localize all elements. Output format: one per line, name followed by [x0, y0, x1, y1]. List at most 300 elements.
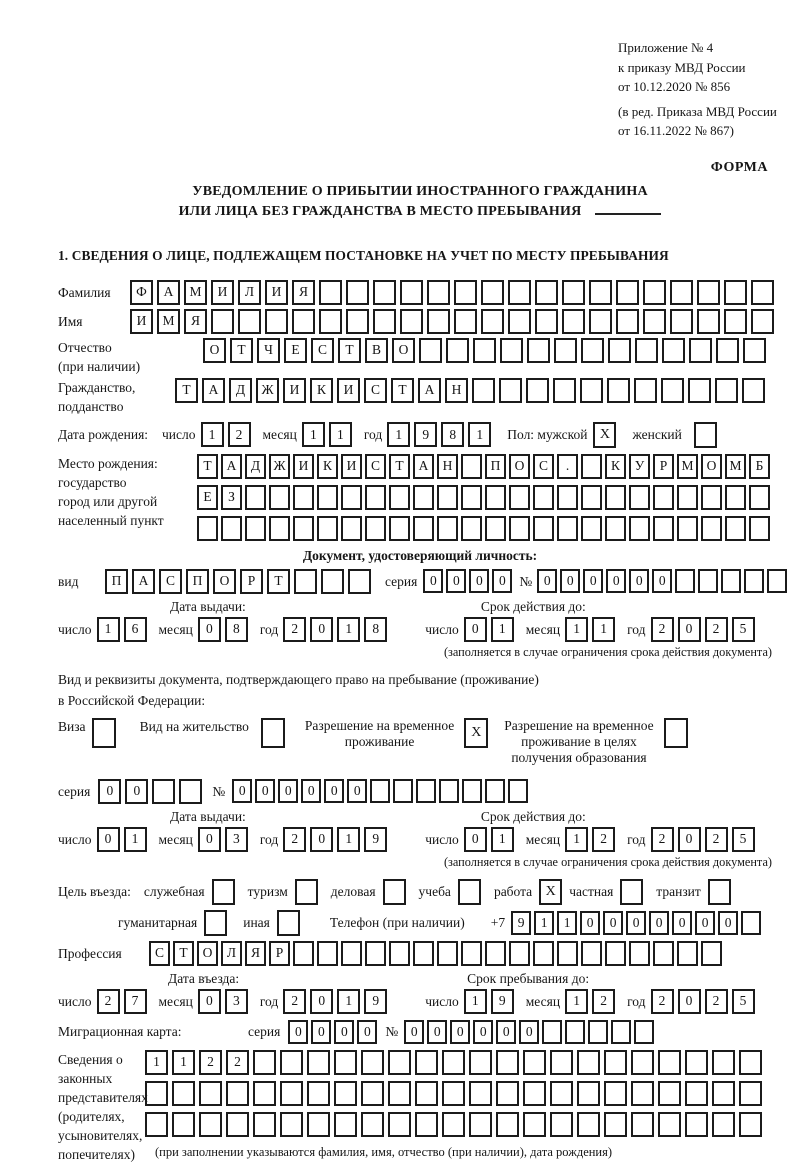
char-cell[interactable] [388, 1112, 411, 1137]
char-cell[interactable] [643, 280, 666, 305]
char-cell[interactable]: Р [269, 941, 290, 966]
char-cell[interactable]: У [629, 454, 650, 479]
char-cell[interactable]: 1 [565, 617, 588, 642]
char-cell[interactable] [269, 485, 290, 510]
char-cell[interactable]: Т [391, 378, 414, 403]
char-cell[interactable] [199, 1081, 222, 1106]
char-cell[interactable]: 0 [310, 989, 333, 1014]
char-cell[interactable] [553, 378, 576, 403]
char-cell[interactable] [496, 1081, 519, 1106]
char-cell[interactable] [677, 485, 698, 510]
char-cell[interactable]: 0 [469, 569, 489, 593]
char-cell[interactable]: 0 [649, 911, 669, 935]
char-cell[interactable] [437, 941, 458, 966]
char-cell[interactable]: А [202, 378, 225, 403]
char-cell[interactable] [554, 338, 577, 363]
char-cell[interactable]: 8 [225, 617, 248, 642]
char-cell[interactable] [365, 485, 386, 510]
char-cell[interactable]: 8 [364, 617, 387, 642]
char-cell[interactable]: И [265, 280, 288, 305]
char-cell[interactable]: А [132, 569, 155, 594]
char-cell[interactable] [533, 485, 554, 510]
char-cell[interactable] [373, 309, 396, 334]
char-cell[interactable]: 0 [288, 1020, 308, 1044]
char-cell[interactable] [749, 516, 770, 541]
char-cell[interactable] [581, 485, 602, 510]
char-cell[interactable] [562, 280, 585, 305]
char-cell[interactable] [393, 779, 413, 803]
char-cell[interactable] [653, 941, 674, 966]
char-cell[interactable] [293, 941, 314, 966]
char-cell[interactable]: 9 [364, 827, 387, 852]
char-cell[interactable] [724, 309, 747, 334]
char-cell[interactable]: П [186, 569, 209, 594]
char-cell[interactable] [533, 941, 554, 966]
char-cell[interactable] [527, 338, 550, 363]
char-cell[interactable]: 0 [560, 569, 580, 593]
char-cell[interactable]: Т [173, 941, 194, 966]
char-cell[interactable] [265, 309, 288, 334]
char-cell[interactable] [293, 516, 314, 541]
char-cell[interactable]: А [157, 280, 180, 305]
char-cell[interactable]: 5 [732, 827, 755, 852]
char-cell[interactable] [400, 280, 423, 305]
char-cell[interactable] [509, 941, 530, 966]
char-cell[interactable] [221, 516, 242, 541]
char-cell[interactable] [533, 516, 554, 541]
char-cell[interactable] [661, 378, 684, 403]
char-cell[interactable] [437, 516, 458, 541]
char-cell[interactable]: 0 [464, 827, 487, 852]
char-cell[interactable] [348, 569, 371, 594]
char-cell[interactable] [461, 485, 482, 510]
char-cell[interactable]: 0 [427, 1020, 447, 1044]
char-cell[interactable] [565, 1020, 585, 1044]
char-cell[interactable]: О [203, 338, 226, 363]
char-cell[interactable] [631, 1050, 654, 1075]
char-cell[interactable]: М [725, 454, 746, 479]
char-cell[interactable]: 2 [592, 989, 615, 1014]
char-cell[interactable] [389, 516, 410, 541]
char-cell[interactable] [751, 280, 774, 305]
purpose-study-checkbox[interactable] [458, 879, 481, 905]
char-cell[interactable] [658, 1112, 681, 1137]
char-cell[interactable] [245, 485, 266, 510]
char-cell[interactable] [341, 516, 362, 541]
char-cell[interactable] [292, 309, 315, 334]
char-cell[interactable] [509, 485, 530, 510]
char-cell[interactable] [653, 485, 674, 510]
char-cell[interactable]: 9 [414, 422, 437, 447]
char-cell[interactable] [361, 1050, 384, 1075]
char-cell[interactable] [677, 516, 698, 541]
char-cell[interactable]: 0 [626, 911, 646, 935]
char-cell[interactable] [589, 280, 612, 305]
char-cell[interactable] [739, 1081, 762, 1106]
char-cell[interactable]: Ф [130, 280, 153, 305]
char-cell[interactable]: Я [292, 280, 315, 305]
char-cell[interactable]: 7 [124, 989, 147, 1014]
char-cell[interactable] [721, 569, 741, 593]
char-cell[interactable] [581, 454, 602, 479]
char-cell[interactable]: 0 [652, 569, 672, 593]
char-cell[interactable]: 1 [464, 989, 487, 1014]
char-cell[interactable]: 0 [125, 779, 148, 804]
char-cell[interactable]: 0 [278, 779, 298, 803]
char-cell[interactable]: 0 [473, 1020, 493, 1044]
char-cell[interactable] [712, 1050, 735, 1075]
purpose-official-checkbox[interactable] [212, 879, 235, 905]
char-cell[interactable] [542, 1020, 562, 1044]
char-cell[interactable]: К [317, 454, 338, 479]
char-cell[interactable]: 1 [387, 422, 410, 447]
char-cell[interactable] [677, 941, 698, 966]
char-cell[interactable]: 2 [97, 989, 120, 1014]
char-cell[interactable] [415, 1081, 438, 1106]
purpose-private-checkbox[interactable] [620, 879, 643, 905]
char-cell[interactable] [767, 569, 787, 593]
char-cell[interactable] [631, 1112, 654, 1137]
char-cell[interactable]: 0 [603, 911, 623, 935]
char-cell[interactable] [562, 309, 585, 334]
char-cell[interactable] [658, 1050, 681, 1075]
char-cell[interactable]: П [105, 569, 128, 594]
char-cell[interactable]: 3 [225, 827, 248, 852]
char-cell[interactable] [685, 1112, 708, 1137]
char-cell[interactable] [698, 569, 718, 593]
char-cell[interactable] [581, 941, 602, 966]
char-cell[interactable]: 1 [302, 422, 325, 447]
char-cell[interactable]: 0 [672, 911, 692, 935]
char-cell[interactable] [485, 779, 505, 803]
char-cell[interactable]: 0 [537, 569, 557, 593]
char-cell[interactable] [581, 516, 602, 541]
char-cell[interactable] [508, 309, 531, 334]
char-cell[interactable] [523, 1112, 546, 1137]
char-cell[interactable]: С [533, 454, 554, 479]
char-cell[interactable] [361, 1112, 384, 1137]
char-cell[interactable] [481, 280, 504, 305]
char-cell[interactable]: Р [240, 569, 263, 594]
char-cell[interactable]: Т [338, 338, 361, 363]
char-cell[interactable] [469, 1050, 492, 1075]
char-cell[interactable] [413, 516, 434, 541]
char-cell[interactable]: 0 [492, 569, 512, 593]
char-cell[interactable] [413, 485, 434, 510]
char-cell[interactable] [152, 779, 175, 804]
char-cell[interactable]: Д [245, 454, 266, 479]
char-cell[interactable]: 2 [592, 827, 615, 852]
char-cell[interactable] [508, 280, 531, 305]
char-cell[interactable] [197, 516, 218, 541]
char-cell[interactable]: И [341, 454, 362, 479]
char-cell[interactable]: Е [197, 485, 218, 510]
char-cell[interactable]: 1 [565, 989, 588, 1014]
char-cell[interactable] [334, 1050, 357, 1075]
char-cell[interactable] [485, 516, 506, 541]
char-cell[interactable]: 1 [592, 617, 615, 642]
char-cell[interactable] [742, 378, 765, 403]
purpose-business-checkbox[interactable] [383, 879, 406, 905]
char-cell[interactable] [442, 1081, 465, 1106]
char-cell[interactable] [341, 941, 362, 966]
char-cell[interactable]: 0 [629, 569, 649, 593]
char-cell[interactable] [389, 485, 410, 510]
char-cell[interactable] [741, 911, 761, 935]
char-cell[interactable] [577, 1081, 600, 1106]
char-cell[interactable]: М [184, 280, 207, 305]
char-cell[interactable]: 0 [357, 1020, 377, 1044]
char-cell[interactable]: 0 [98, 779, 121, 804]
char-cell[interactable] [416, 779, 436, 803]
char-cell[interactable]: 0 [464, 617, 487, 642]
char-cell[interactable]: 1 [565, 827, 588, 852]
char-cell[interactable]: Т [175, 378, 198, 403]
char-cell[interactable] [145, 1112, 168, 1137]
char-cell[interactable]: П [485, 454, 506, 479]
char-cell[interactable]: К [310, 378, 333, 403]
char-cell[interactable] [307, 1050, 330, 1075]
char-cell[interactable] [172, 1081, 195, 1106]
char-cell[interactable]: 0 [718, 911, 738, 935]
char-cell[interactable] [643, 309, 666, 334]
char-cell[interactable] [442, 1050, 465, 1075]
char-cell[interactable]: М [157, 309, 180, 334]
char-cell[interactable] [550, 1081, 573, 1106]
char-cell[interactable] [634, 378, 657, 403]
char-cell[interactable]: 2 [705, 989, 728, 1014]
char-cell[interactable]: 0 [255, 779, 275, 803]
char-cell[interactable] [509, 516, 530, 541]
char-cell[interactable] [238, 309, 261, 334]
char-cell[interactable] [472, 378, 495, 403]
char-cell[interactable] [725, 516, 746, 541]
char-cell[interactable]: Н [445, 378, 468, 403]
purpose-tourism-checkbox[interactable] [295, 879, 318, 905]
char-cell[interactable]: А [221, 454, 242, 479]
char-cell[interactable] [199, 1112, 222, 1137]
purpose-other-checkbox[interactable] [277, 910, 300, 936]
char-cell[interactable] [413, 941, 434, 966]
char-cell[interactable]: А [418, 378, 441, 403]
char-cell[interactable] [616, 309, 639, 334]
char-cell[interactable]: 0 [496, 1020, 516, 1044]
char-cell[interactable]: К [605, 454, 626, 479]
char-cell[interactable]: 5 [732, 989, 755, 1014]
char-cell[interactable]: 0 [583, 569, 603, 593]
char-cell[interactable] [577, 1050, 600, 1075]
char-cell[interactable] [605, 941, 626, 966]
char-cell[interactable] [523, 1081, 546, 1106]
char-cell[interactable]: 9 [511, 911, 531, 935]
char-cell[interactable]: 0 [324, 779, 344, 803]
char-cell[interactable] [725, 485, 746, 510]
char-cell[interactable] [361, 1081, 384, 1106]
char-cell[interactable] [701, 516, 722, 541]
char-cell[interactable] [670, 280, 693, 305]
char-cell[interactable]: 1 [329, 422, 352, 447]
char-cell[interactable]: Л [238, 280, 261, 305]
char-cell[interactable]: 1 [337, 617, 360, 642]
char-cell[interactable]: И [283, 378, 306, 403]
char-cell[interactable] [317, 485, 338, 510]
char-cell[interactable]: Т [267, 569, 290, 594]
char-cell[interactable]: 0 [519, 1020, 539, 1044]
char-cell[interactable] [581, 338, 604, 363]
char-cell[interactable]: 0 [423, 569, 443, 593]
char-cell[interactable] [294, 569, 317, 594]
char-cell[interactable] [462, 779, 482, 803]
temp-residence-edu-checkbox[interactable] [664, 718, 688, 748]
char-cell[interactable] [439, 779, 459, 803]
char-cell[interactable]: И [293, 454, 314, 479]
char-cell[interactable] [607, 378, 630, 403]
char-cell[interactable]: С [149, 941, 170, 966]
char-cell[interactable]: Л [221, 941, 242, 966]
char-cell[interactable] [172, 1112, 195, 1137]
char-cell[interactable]: 6 [124, 617, 147, 642]
char-cell[interactable] [481, 309, 504, 334]
char-cell[interactable] [675, 569, 695, 593]
char-cell[interactable] [550, 1050, 573, 1075]
char-cell[interactable]: 2 [705, 617, 728, 642]
char-cell[interactable] [629, 516, 650, 541]
char-cell[interactable] [293, 485, 314, 510]
char-cell[interactable] [670, 309, 693, 334]
char-cell[interactable]: 0 [310, 617, 333, 642]
char-cell[interactable] [319, 309, 342, 334]
char-cell[interactable] [635, 338, 658, 363]
char-cell[interactable] [508, 779, 528, 803]
char-cell[interactable] [446, 338, 469, 363]
char-cell[interactable] [485, 485, 506, 510]
purpose-humanitarian-checkbox[interactable] [204, 910, 227, 936]
char-cell[interactable] [604, 1081, 627, 1106]
char-cell[interactable] [739, 1050, 762, 1075]
char-cell[interactable]: 0 [606, 569, 626, 593]
char-cell[interactable]: 0 [347, 779, 367, 803]
char-cell[interactable] [365, 941, 386, 966]
char-cell[interactable] [389, 941, 410, 966]
char-cell[interactable]: Е [284, 338, 307, 363]
char-cell[interactable]: Д [229, 378, 252, 403]
char-cell[interactable] [253, 1050, 276, 1075]
char-cell[interactable] [226, 1081, 249, 1106]
char-cell[interactable] [749, 485, 770, 510]
char-cell[interactable] [557, 516, 578, 541]
char-cell[interactable] [557, 941, 578, 966]
char-cell[interactable]: 1 [534, 911, 554, 935]
char-cell[interactable] [280, 1112, 303, 1137]
char-cell[interactable] [580, 378, 603, 403]
char-cell[interactable] [334, 1112, 357, 1137]
char-cell[interactable]: 0 [580, 911, 600, 935]
char-cell[interactable] [550, 1112, 573, 1137]
char-cell[interactable] [496, 1112, 519, 1137]
char-cell[interactable] [469, 1112, 492, 1137]
char-cell[interactable]: 9 [491, 989, 514, 1014]
char-cell[interactable]: Ж [269, 454, 290, 479]
char-cell[interactable] [334, 1081, 357, 1106]
char-cell[interactable]: И [130, 309, 153, 334]
char-cell[interactable] [523, 1050, 546, 1075]
char-cell[interactable] [500, 338, 523, 363]
char-cell[interactable] [653, 516, 674, 541]
char-cell[interactable]: О [701, 454, 722, 479]
char-cell[interactable] [608, 338, 631, 363]
char-cell[interactable]: 1 [145, 1050, 168, 1075]
char-cell[interactable] [400, 309, 423, 334]
char-cell[interactable]: И [211, 280, 234, 305]
char-cell[interactable] [485, 941, 506, 966]
char-cell[interactable] [365, 516, 386, 541]
char-cell[interactable] [557, 485, 578, 510]
char-cell[interactable] [634, 1020, 654, 1044]
char-cell[interactable] [307, 1112, 330, 1137]
char-cell[interactable]: 2 [283, 827, 306, 852]
char-cell[interactable]: 1 [337, 989, 360, 1014]
residence-permit-checkbox[interactable] [261, 718, 285, 748]
char-cell[interactable]: Т [389, 454, 410, 479]
char-cell[interactable] [437, 485, 458, 510]
char-cell[interactable] [716, 338, 739, 363]
char-cell[interactable] [269, 516, 290, 541]
char-cell[interactable]: 0 [301, 779, 321, 803]
char-cell[interactable] [658, 1081, 681, 1106]
char-cell[interactable] [629, 941, 650, 966]
char-cell[interactable]: Я [184, 309, 207, 334]
char-cell[interactable]: . [557, 454, 578, 479]
char-cell[interactable]: 0 [310, 827, 333, 852]
char-cell[interactable]: З [221, 485, 242, 510]
char-cell[interactable] [469, 1081, 492, 1106]
char-cell[interactable]: 0 [334, 1020, 354, 1044]
char-cell[interactable] [535, 309, 558, 334]
char-cell[interactable]: 0 [97, 827, 120, 852]
char-cell[interactable]: 3 [225, 989, 248, 1014]
char-cell[interactable]: О [392, 338, 415, 363]
char-cell[interactable] [739, 1112, 762, 1137]
char-cell[interactable] [662, 338, 685, 363]
char-cell[interactable]: 1 [337, 827, 360, 852]
char-cell[interactable]: 1 [491, 617, 514, 642]
char-cell[interactable] [611, 1020, 631, 1044]
char-cell[interactable] [427, 280, 450, 305]
char-cell[interactable] [415, 1112, 438, 1137]
char-cell[interactable] [245, 516, 266, 541]
char-cell[interactable]: С [365, 454, 386, 479]
char-cell[interactable]: 2 [283, 617, 306, 642]
gender-female-checkbox[interactable] [694, 422, 717, 448]
gender-male-checkbox[interactable]: X [593, 422, 616, 448]
char-cell[interactable] [419, 338, 442, 363]
char-cell[interactable]: И [337, 378, 360, 403]
char-cell[interactable] [743, 338, 766, 363]
char-cell[interactable]: 0 [450, 1020, 470, 1044]
char-cell[interactable]: Ж [256, 378, 279, 403]
char-cell[interactable] [341, 485, 362, 510]
char-cell[interactable]: 1 [124, 827, 147, 852]
char-cell[interactable] [724, 280, 747, 305]
char-cell[interactable]: 0 [311, 1020, 331, 1044]
char-cell[interactable] [604, 1112, 627, 1137]
char-cell[interactable] [496, 1050, 519, 1075]
temp-residence-checkbox[interactable]: X [464, 718, 488, 748]
char-cell[interactable] [604, 1050, 627, 1075]
char-cell[interactable]: 2 [651, 617, 674, 642]
char-cell[interactable] [616, 280, 639, 305]
char-cell[interactable] [454, 280, 477, 305]
